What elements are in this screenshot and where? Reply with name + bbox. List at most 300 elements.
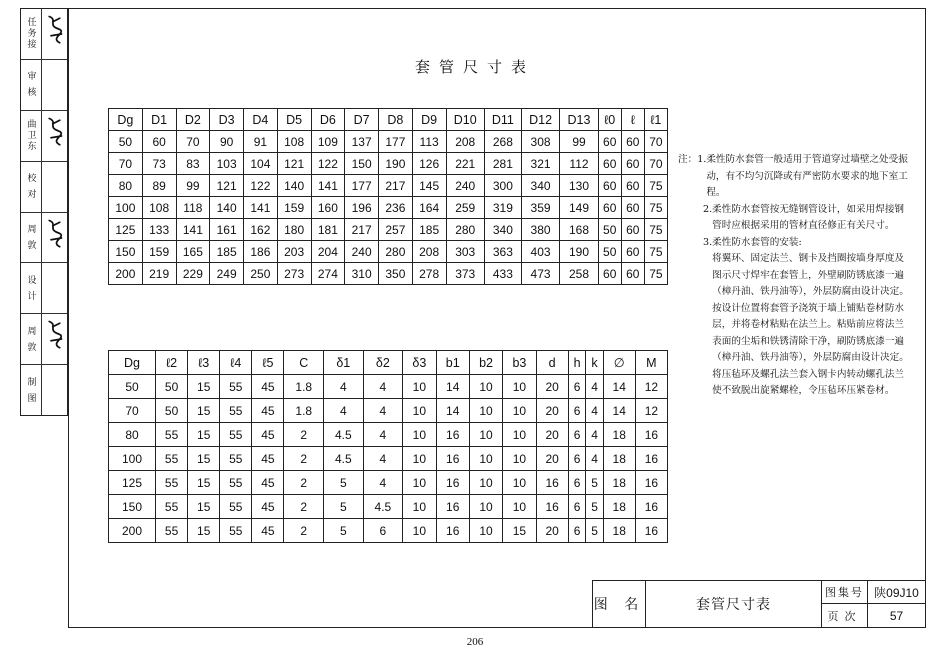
column-header: b1	[436, 351, 469, 375]
table-cell: 112	[560, 153, 598, 175]
table-row	[109, 153, 668, 175]
table-cell: 10	[503, 471, 536, 495]
table-cell: 180	[277, 219, 311, 241]
column-header: D8	[379, 109, 413, 131]
sidebar-role-label: 制 图	[21, 365, 42, 415]
table-cell: 14	[436, 375, 469, 399]
table-cell: 10	[469, 447, 502, 471]
table-cell: 6	[568, 495, 586, 519]
table-cell: 55	[220, 423, 252, 447]
table-cell: 150	[109, 495, 156, 519]
table-cell: 10	[469, 495, 502, 519]
table-cell: 6	[363, 519, 403, 543]
column-header: D5	[277, 109, 311, 131]
table-cell: 45	[252, 423, 284, 447]
table-cell: 204	[311, 241, 345, 263]
table-cell: 16	[635, 519, 667, 543]
table-cell: 300	[484, 175, 521, 197]
table-cell: 75	[644, 263, 667, 285]
table-cell: 1.8	[284, 375, 324, 399]
table-cell: 6	[568, 447, 586, 471]
table-cell: 122	[244, 175, 278, 197]
table-cell: 4	[363, 375, 403, 399]
table-cell: 55	[156, 447, 188, 471]
table-cell: 208	[412, 241, 446, 263]
table-cell: 278	[412, 263, 446, 285]
table-cell: 83	[176, 153, 210, 175]
table-cell: 221	[446, 153, 484, 175]
table-cell: 159	[277, 197, 311, 219]
table-cell: 177	[379, 131, 413, 153]
table-cell: 5	[586, 495, 603, 519]
table-cell: 190	[560, 241, 598, 263]
sidebar-row	[21, 9, 67, 60]
sidebar-row	[21, 365, 67, 415]
table-cell: 5	[324, 471, 364, 495]
table-cell: 200	[109, 263, 143, 285]
table-cell: 99	[176, 175, 210, 197]
note-2-text: 柔性防水套管按无缝钢管设计，如采用焊接钢管时应根据采用的管材直径修正有关尺寸。	[712, 203, 905, 231]
table-row	[109, 219, 668, 241]
table-cell: 2	[284, 447, 324, 471]
table-cell: 20	[536, 447, 568, 471]
table-cell: 55	[156, 423, 188, 447]
table-cell: 55	[156, 519, 188, 543]
table-cell: 18	[603, 495, 635, 519]
column-header: M	[635, 351, 667, 375]
table-cell: 60	[598, 175, 621, 197]
column-header: D13	[560, 109, 598, 131]
table-cell: 15	[188, 423, 220, 447]
table-cell: 100	[109, 197, 143, 219]
column-header: D9	[412, 109, 446, 131]
sidebar-row	[21, 162, 67, 213]
column-header: d	[536, 351, 568, 375]
table-cell: 99	[560, 131, 598, 153]
table-cell: 145	[412, 175, 446, 197]
signature-cell	[42, 213, 67, 263]
table-cell: 15	[188, 471, 220, 495]
table-cell: 70	[644, 131, 667, 153]
column-header: Dg	[109, 351, 156, 375]
table-cell: 10	[469, 471, 502, 495]
table-cell: 303	[446, 241, 484, 263]
table-cell: 70	[109, 153, 143, 175]
table-cell: 14	[603, 375, 635, 399]
table-cell: 6	[568, 423, 586, 447]
table-cell: 4	[586, 375, 603, 399]
column-header: D3	[210, 109, 244, 131]
table-cell: 165	[176, 241, 210, 263]
table-cell: 45	[252, 399, 284, 423]
table-row	[109, 423, 668, 447]
table-cell: 75	[644, 197, 667, 219]
table-cell: 126	[412, 153, 446, 175]
table-row	[109, 495, 668, 519]
table-cell: 45	[252, 495, 284, 519]
column-header: D6	[311, 109, 345, 131]
table-cell: 60	[598, 197, 621, 219]
column-header: δ1	[324, 351, 364, 375]
table-cell: 10	[403, 519, 436, 543]
table-cell: 2	[284, 471, 324, 495]
table-cell: 50	[156, 375, 188, 399]
table-cell: 15	[503, 519, 536, 543]
table-cell: 20	[536, 519, 568, 543]
table-cell: 16	[436, 519, 469, 543]
table-cell: 258	[560, 263, 598, 285]
page-label: 页次	[822, 604, 868, 627]
signature-cell	[42, 365, 67, 415]
table-row	[109, 175, 668, 197]
note-2	[678, 202, 910, 235]
table-cell: 5	[324, 519, 364, 543]
table-cell: 321	[521, 153, 559, 175]
table-cell: 340	[484, 219, 521, 241]
sidebar-role-label: 曲卫东	[21, 111, 42, 161]
table-cell: 249	[210, 263, 244, 285]
table-cell: 181	[311, 219, 345, 241]
table-cell: 168	[560, 219, 598, 241]
table-cell: 1.8	[284, 399, 324, 423]
page-title: 套管尺寸表	[414, 58, 535, 76]
table-cell: 15	[188, 519, 220, 543]
table-cell: 473	[521, 263, 559, 285]
table-cell: 274	[311, 263, 345, 285]
note-1	[678, 152, 910, 202]
table-cell: 100	[109, 447, 156, 471]
table-cell: 45	[252, 471, 284, 495]
table-cell: 45	[252, 447, 284, 471]
table-cell: 55	[220, 375, 252, 399]
table-cell: 186	[244, 241, 278, 263]
table-cell: 16	[436, 495, 469, 519]
table-cell: 55	[220, 471, 252, 495]
table-cell: 203	[277, 241, 311, 263]
table-cell: 50	[598, 219, 621, 241]
table-cell: 149	[560, 197, 598, 219]
table-cell: 50	[109, 131, 143, 153]
title-block-label: 图 名	[593, 581, 646, 627]
table-cell: 103	[210, 153, 244, 175]
table-cell: 177	[345, 175, 379, 197]
page-value: 57	[889, 608, 904, 623]
table-cell: 380	[521, 219, 559, 241]
column-header: Dg	[109, 109, 143, 131]
table-cell: 14	[436, 399, 469, 423]
table-cell: 162	[244, 219, 278, 241]
table-cell: 240	[446, 175, 484, 197]
table-cell: 4	[363, 447, 403, 471]
table-cell: 18	[603, 471, 635, 495]
table-cell: 15	[188, 399, 220, 423]
note-2-number: 2.	[703, 203, 713, 215]
table-cell: 403	[521, 241, 559, 263]
table-cell: 125	[109, 219, 143, 241]
table-cell: 236	[379, 197, 413, 219]
column-header: k	[586, 351, 603, 375]
table-cell: 10	[469, 375, 502, 399]
table-cell: 340	[521, 175, 559, 197]
table-cell: 4.5	[363, 495, 403, 519]
table-cell: 141	[244, 197, 278, 219]
table-cell: 70	[644, 153, 667, 175]
table-cell: 164	[412, 197, 446, 219]
column-header: ℓ1	[644, 109, 667, 131]
table-cell: 133	[142, 219, 176, 241]
page-number: 206	[466, 636, 484, 648]
table-cell: 121	[210, 175, 244, 197]
column-header: D1	[142, 109, 176, 131]
table-cell: 60	[598, 153, 621, 175]
table-cell: 4	[324, 399, 364, 423]
table-cell: 280	[446, 219, 484, 241]
table-cell: 4.5	[324, 447, 364, 471]
table-cell: 4	[586, 399, 603, 423]
table-cell: 217	[379, 175, 413, 197]
table-cell: 10	[469, 519, 502, 543]
table-cell: 15	[188, 495, 220, 519]
table-row	[109, 263, 668, 285]
table-cell: 2	[284, 423, 324, 447]
table-cell: 16	[436, 447, 469, 471]
table-cell: 15	[188, 447, 220, 471]
table-row	[109, 241, 668, 263]
table-row	[109, 519, 668, 543]
table-cell: 185	[412, 219, 446, 241]
table-cell: 60	[621, 219, 644, 241]
table-cell: 10	[469, 399, 502, 423]
table-cell: 20	[536, 423, 568, 447]
column-header: D2	[176, 109, 210, 131]
table-row	[109, 375, 668, 399]
table-cell: 50	[109, 375, 156, 399]
table-cell: 60	[142, 131, 176, 153]
table-cell: 90	[210, 131, 244, 153]
table-cell: 73	[142, 153, 176, 175]
drawing-name: 套管尺寸表	[646, 581, 822, 627]
sidebar-role-label: 任务接	[21, 9, 42, 59]
table-cell: 130	[560, 175, 598, 197]
table-cell: 10	[403, 399, 436, 423]
table-cell: 10	[503, 447, 536, 471]
table-cell: 250	[244, 263, 278, 285]
column-header: ℓ4	[220, 351, 252, 375]
table-cell: 91	[244, 131, 278, 153]
table-row	[109, 447, 668, 471]
table-cell: 89	[142, 175, 176, 197]
table-cell: 4	[363, 423, 403, 447]
table-cell: 140	[210, 197, 244, 219]
table-cell: 18	[603, 519, 635, 543]
table-cell: 208	[446, 131, 484, 153]
table-cell: 4.5	[324, 423, 364, 447]
table-cell: 5	[586, 471, 603, 495]
table-cell: 55	[156, 471, 188, 495]
table-cell: 60	[621, 241, 644, 263]
table-cell: 75	[644, 241, 667, 263]
table-cell: 55	[220, 519, 252, 543]
table-cell: 185	[210, 241, 244, 263]
table-cell: 6	[568, 519, 586, 543]
table-cell: 55	[156, 495, 188, 519]
table-cell: 16	[436, 423, 469, 447]
table-cell: 10	[403, 423, 436, 447]
column-header: b3	[503, 351, 536, 375]
table-cell: 108	[142, 197, 176, 219]
table-cell: 240	[345, 241, 379, 263]
handwritten-signature-icon	[44, 115, 65, 150]
table-cell: 359	[521, 197, 559, 219]
handwritten-signature-icon	[44, 13, 65, 48]
table-cell: 273	[277, 263, 311, 285]
handwritten-signature-icon	[44, 217, 65, 252]
table-cell: 10	[403, 495, 436, 519]
table-cell: 4	[324, 375, 364, 399]
table-cell: 140	[277, 175, 311, 197]
table-cell: 219	[142, 263, 176, 285]
atlas-number-label: 图集号	[822, 581, 868, 604]
table-cell: 55	[220, 399, 252, 423]
column-header: D7	[345, 109, 379, 131]
table-cell: 20	[536, 375, 568, 399]
column-header: δ3	[403, 351, 436, 375]
table-cell: 200	[109, 519, 156, 543]
column-header: ℓ5	[252, 351, 284, 375]
signature-cell	[42, 9, 67, 59]
table-cell: 6	[568, 471, 586, 495]
table-row	[109, 471, 668, 495]
dimension-table-1	[108, 108, 668, 285]
column-header: h	[568, 351, 586, 375]
signature-cell	[42, 111, 67, 161]
sidebar-role-label: 设 计	[21, 263, 42, 313]
table-cell: 60	[621, 197, 644, 219]
table-cell: 12	[635, 375, 667, 399]
table-cell: 141	[176, 219, 210, 241]
signature-cell	[42, 263, 67, 313]
table-cell: 160	[311, 197, 345, 219]
column-header: D10	[446, 109, 484, 131]
table-cell: 16	[635, 423, 667, 447]
column-header: δ2	[363, 351, 403, 375]
table-cell: 4	[586, 423, 603, 447]
title-block	[592, 580, 926, 628]
notes-prefix: 注：	[678, 154, 698, 165]
table-cell: 350	[379, 263, 413, 285]
table-cell: 257	[379, 219, 413, 241]
table-cell: 319	[484, 197, 521, 219]
note-1-text: 柔性防水套管一般适用于管道穿过墙壁之处受振动，有不均匀沉降或有严密防水要求的地下室工程。	[706, 154, 908, 198]
table-cell: 10	[503, 375, 536, 399]
note-3-title: 柔性防水套管的安装:	[712, 236, 802, 248]
table-cell: 75	[644, 219, 667, 241]
table-row	[109, 399, 668, 423]
table-cell: 18	[603, 447, 635, 471]
handwritten-signature-icon	[44, 318, 65, 353]
table-cell: 150	[109, 241, 143, 263]
table-cell: 16	[635, 471, 667, 495]
table-cell: 20	[536, 399, 568, 423]
table-cell: 60	[621, 263, 644, 285]
table-cell: 16	[536, 471, 568, 495]
sidebar-row	[21, 314, 67, 365]
table-cell: 10	[403, 375, 436, 399]
table-header-row	[109, 351, 668, 375]
table-cell: 6	[568, 375, 586, 399]
table-header-row	[109, 109, 668, 131]
table-cell: 113	[412, 131, 446, 153]
table-cell: 5	[324, 495, 364, 519]
column-header: ℓ0	[598, 109, 621, 131]
sidebar-row	[21, 263, 67, 314]
table-cell: 190	[379, 153, 413, 175]
table-cell: 60	[621, 153, 644, 175]
table-cell: 310	[345, 263, 379, 285]
sidebar-row	[21, 111, 67, 162]
signature-cell	[42, 162, 67, 212]
note-3	[678, 235, 910, 400]
table-cell: 50	[156, 399, 188, 423]
table-cell: 363	[484, 241, 521, 263]
table-cell: 75	[644, 175, 667, 197]
table-cell: 118	[176, 197, 210, 219]
table-cell: 121	[277, 153, 311, 175]
table-cell: 373	[446, 263, 484, 285]
table-cell: 10	[469, 423, 502, 447]
table-cell: 45	[252, 375, 284, 399]
notes-block	[678, 152, 910, 400]
table-cell: 104	[244, 153, 278, 175]
sidebar-role-label: 校 对	[21, 162, 42, 212]
table-cell: 18	[603, 423, 635, 447]
column-header: ∅	[603, 351, 635, 375]
table-cell: 137	[345, 131, 379, 153]
table-cell: 80	[109, 175, 143, 197]
note-3-text: 将翼环、固定法兰、钢卡及挡圈按墙身厚度及图示尺寸焊牢在套管上，外壁刷防锈底漆一遍（樟丹油、铁丹油等），外层防腐由设计决定。按设计位置将套管予浇筑于墙上铺贴卷材防水层，并将卷材粘贴在法兰上。粘贴前应将法兰表面的尘垢和铁锈清除干净，刷防锈底漆一遍（樟丹油、铁丹油等），外层防腐由设计决定。将压毡环及螺孔法兰套入钢卡内转动螺孔法兰使不致脱出旋紧螺栓，令压毡环压紧卷材。	[712, 253, 909, 396]
table-cell: 10	[503, 495, 536, 519]
table-cell: 281	[484, 153, 521, 175]
table-cell: 15	[188, 375, 220, 399]
table-row	[109, 197, 668, 219]
note-3-number: 3.	[703, 236, 713, 248]
table-cell: 141	[311, 175, 345, 197]
table-cell: 109	[311, 131, 345, 153]
table-row	[109, 131, 668, 153]
table-cell: 60	[598, 263, 621, 285]
table-cell: 45	[252, 519, 284, 543]
column-header: ℓ2	[156, 351, 188, 375]
table-cell: 50	[598, 241, 621, 263]
column-header: C	[284, 351, 324, 375]
table-cell: 161	[210, 219, 244, 241]
table-cell: 433	[484, 263, 521, 285]
table-cell: 5	[586, 519, 603, 543]
table-cell: 60	[621, 175, 644, 197]
table-cell: 14	[603, 399, 635, 423]
column-header: D4	[244, 109, 278, 131]
table-cell: 6	[568, 399, 586, 423]
table-cell: 159	[142, 241, 176, 263]
table-cell: 10	[403, 471, 436, 495]
table-cell: 268	[484, 131, 521, 153]
table-cell: 4	[363, 399, 403, 423]
table-cell: 10	[403, 447, 436, 471]
note-1-number: 1.	[697, 154, 707, 165]
table-cell: 108	[277, 131, 311, 153]
table-cell: 16	[436, 471, 469, 495]
sidebar-role-label: 审 核	[21, 60, 42, 110]
